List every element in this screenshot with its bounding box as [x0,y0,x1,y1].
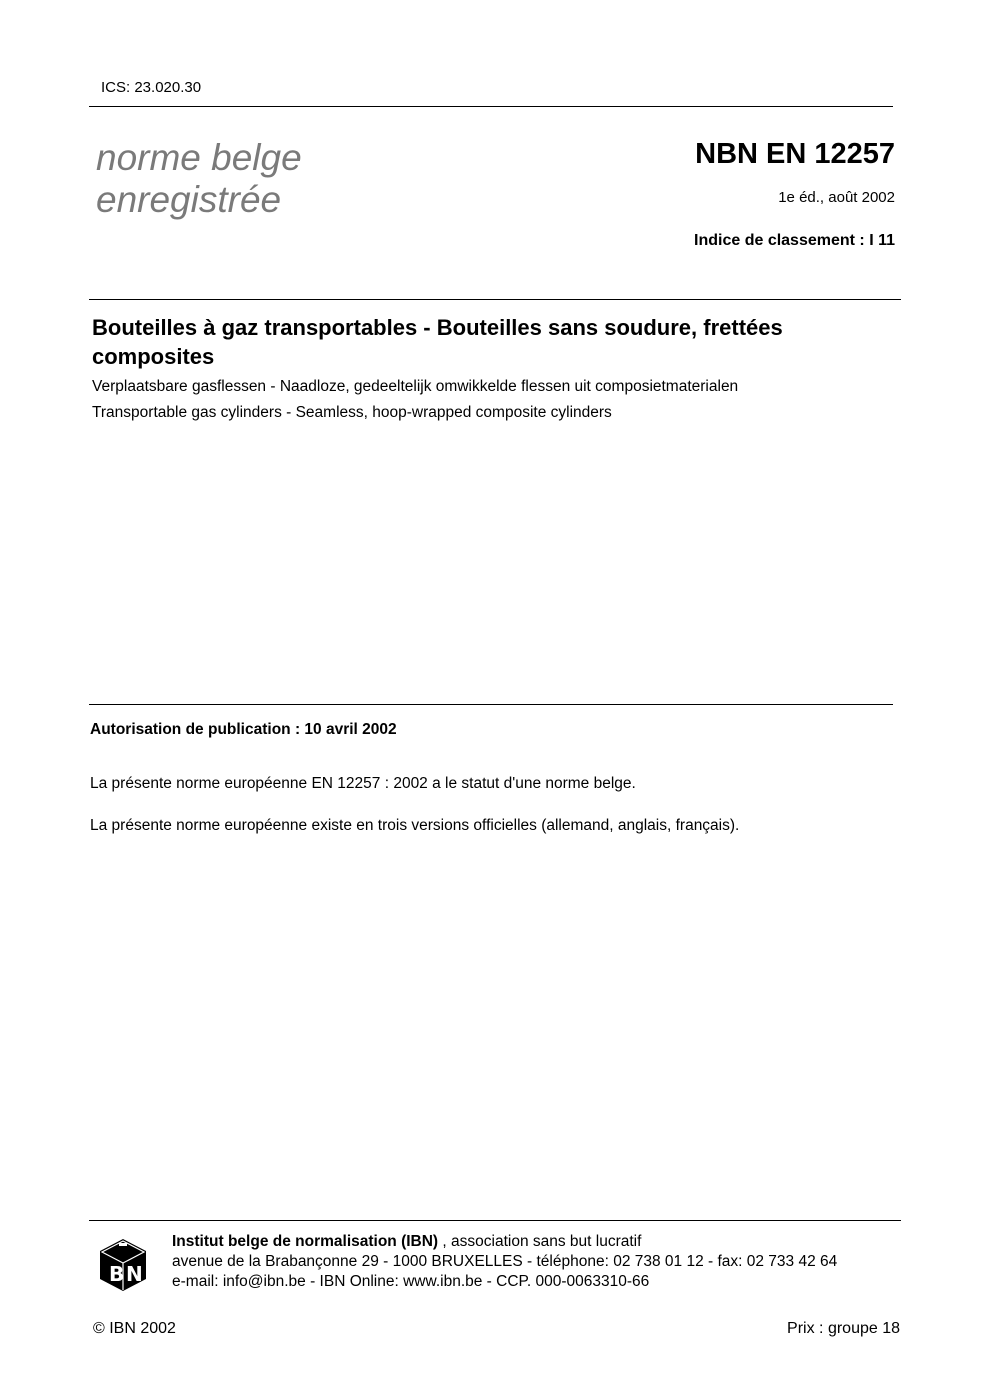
ics-code: ICS: 23.020.30 [101,79,202,96]
brand-title [96,137,302,221]
body-rule [89,704,893,705]
institute-address: avenue de la Brabançonne 29 - 1000 BRUXELLES - téléphone: 02 738 01 12 - fax: 02 733 42 64 [172,1253,838,1270]
top-rule [89,106,893,107]
footer-rule [89,1220,901,1221]
brand-line-2: enregistrée [96,179,282,220]
title-english: Transportable gas cylinders - Seamless, hoop-wrapped composite cylinders [92,404,612,421]
versions-paragraph: La présente norme européenne existe en trois versions officielles (allemand, anglais, français). [90,817,740,834]
brand-line-1: norme belge [96,137,302,178]
status-paragraph: La présente norme européenne EN 12257 : 2002 a le statut d'une norme belge. [90,775,636,792]
institute-contact: e-mail: info@ibn.be - IBN Online: www.ibn.be - CCP. 000-0063310-66 [172,1273,650,1290]
classification-index: Indice de classement : I 11 [694,232,895,249]
svg-text:B: B [109,1262,125,1286]
edition: 1e éd., août 2002 [778,189,895,206]
copyright: © IBN 2002 [93,1320,176,1337]
institute-line [172,1232,837,1252]
ibn-logo-icon [98,1237,148,1291]
title-dutch: Verplaatsbare gasflessen - Naadloze, gedeeltelijk omwikkelde flessen uit composietmaterialen [92,378,739,395]
norm-code: NBN EN 12257 [695,138,895,170]
institute-suffix: , association sans but lucratif [438,1233,642,1250]
svg-text:N: N [126,1262,143,1286]
authorisation-date: Autorisation de publication : 10 avril 2002 [90,721,397,738]
title-rule [89,299,901,300]
institute-name: Institut belge de normalisation (IBN) [172,1233,439,1250]
price-group: Prix : groupe 18 [787,1320,900,1337]
institute-block [172,1232,837,1292]
title-french: Bouteilles à gaz transportables - Bouteilles sans soudure, frettées composites [92,315,783,369]
